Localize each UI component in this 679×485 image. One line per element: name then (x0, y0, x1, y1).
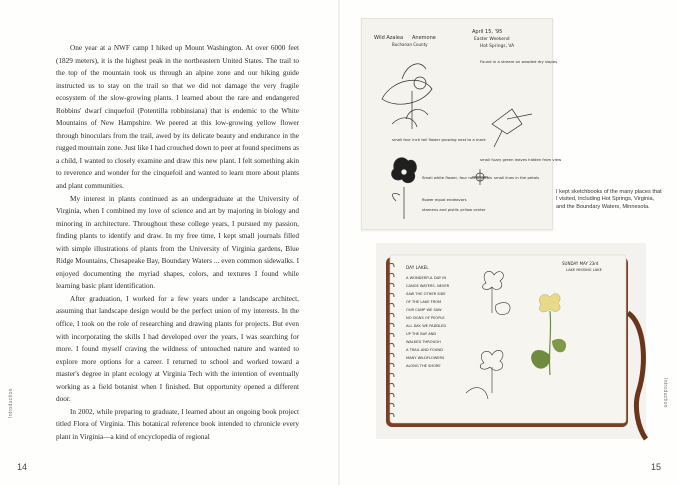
journal-line: A WONDERFUL DAY IN (406, 276, 447, 280)
paragraph: In 2002, while preparing to graduate, I learned about an ongoing book project titled Flora of Virginia. This botanical reference book intended to chronicle every plant in Virginia—a kind of encyclopedia of regional (56, 407, 299, 441)
sketch-note: small fuzzy green leaves hidden from view (480, 157, 562, 162)
sketch-note: flower equal endeavors (422, 197, 467, 202)
leaf-drawing (492, 109, 532, 147)
journal-line: OUR CAMP WE SAW (406, 308, 442, 312)
page-number-right: 15 (651, 462, 662, 472)
journal-page (390, 255, 626, 423)
paragraph: One year at a NWF camp I hiked up Mount Washington. At over 6000 feet (1829 meters), it is the highest peak in the northeastern United States. The trail to the top of the mountain took us through an alpine zone and our hiking guide instructed us to stay on the trail so that we did not damage the very fragile ecosystem of the slow-growing plants. I learned about the rare and endangered Robbins' dwarf cinquefoil (Potentilla robbinsiana) that is endemic to the White Mountains of New Hampshire. We peered at this low-growing yellow flower through binoculars from the trail, awed by its delicate beauty and endurance in the rugged mountain zone. Just like I had crouched down to peer at found specimens as a child, I wanted to closely examine and draw this new plant. I felt something akin to reverence and wonder for the cinquefoil and wanted to learn more about plants and plant communities. (56, 44, 299, 191)
sketch-note: April 15, '95 (472, 29, 503, 35)
sketch-note: Easter Weekend (474, 37, 510, 42)
botanical-sketch (362, 19, 562, 229)
sketch-note: Small white flower, four round petals (422, 175, 493, 180)
sketch-note: Wild Azalea (374, 35, 404, 41)
running-head-right: Introduction (662, 378, 668, 408)
journal-line: SAW THE OTHER SIDE (406, 292, 446, 296)
journal-photo (376, 243, 646, 439)
sketch-note: small four inch tall flower growing next to a mark (392, 137, 486, 142)
body-text (56, 42, 299, 444)
journal-illustration (376, 243, 646, 439)
journal-note: LAKE MISSING LAKE (566, 268, 602, 272)
journal-line: ALONG THE SHORE (406, 364, 441, 368)
sketch-note: Found in a stream on wooded dry slopes (480, 59, 558, 64)
white-flower-drawing (392, 158, 417, 219)
paragraph: After graduation, I worked for a few years under a landscape architect, assuming that landscape design would be the perfect union of my interests. In the office, I took on the role of researching and drawing plants for projects. But even with incorporating the skills I had developed over the years, I was searching for more. I found myself craving the wildness of untouched nature and wanted to explore more options for a career. I returned to school and worked toward a master's degree in plant ecology at Virginia Tech with the intention of eventually working as a field botanist when I finished. But opportunity opened a different door. (56, 294, 299, 404)
page-number-left: 14 (17, 462, 28, 472)
journal-line: UP THE BAY AND (406, 332, 437, 336)
gutter (338, 0, 340, 485)
journal-line: OF THE LAKE FROM (406, 300, 442, 304)
sketch-note: small lines in the petals (494, 175, 540, 180)
journal-note: SUNDAY MAY 23rd (562, 261, 599, 266)
sketch-note: Buchanan County (392, 42, 428, 47)
figure-caption: I kept sketchbooks of the many places that I visited, including Hot Springs, Virginia, and the Boundary Waters, Minnesota. (556, 189, 662, 210)
journal-line: NO SIGNS OF PEOPLE (406, 316, 445, 320)
small-flower-drawing (472, 169, 488, 185)
journal-line: MANY WILDFLOWERS (406, 356, 445, 360)
journal-line: A TRAIL AND FOUND (406, 348, 443, 352)
sketch-page-image (361, 18, 562, 230)
running-head-left: Introduction (8, 388, 14, 418)
leather-strap (628, 313, 646, 439)
sketch-note: Hot Springs, VA (480, 44, 515, 49)
anemone-drawing (382, 64, 432, 129)
sketch-note: stamens and pistils yellow center (422, 207, 486, 212)
paragraph: My interest in plants continued as an undergraduate at the University of Virginia, when I combined my love of science and art by majoring in biology and minoring in architecture. Throughout these college years, I pursued my passion, finding plants to identify and draw. In my free time, I kept small journals filled with simple illustrations of plants from the University of Virginia gardens, Blue Ridge Mountains, Chesapeake Bay, Boundary Waters ... even common sidewalks. I enjoyed documenting the myriad shapes, colors, and textures I found while learning basic plant identification. (56, 194, 299, 291)
journal-line: CANOE WATERS. NEVER (406, 284, 450, 288)
journal-line: WALKED THROUGH (406, 340, 441, 344)
journal-note: DAY LAKEL (406, 265, 429, 270)
journal-line: ALL DAY. WE PADDLED (406, 324, 447, 328)
sketch-note: Anemone (412, 35, 436, 41)
